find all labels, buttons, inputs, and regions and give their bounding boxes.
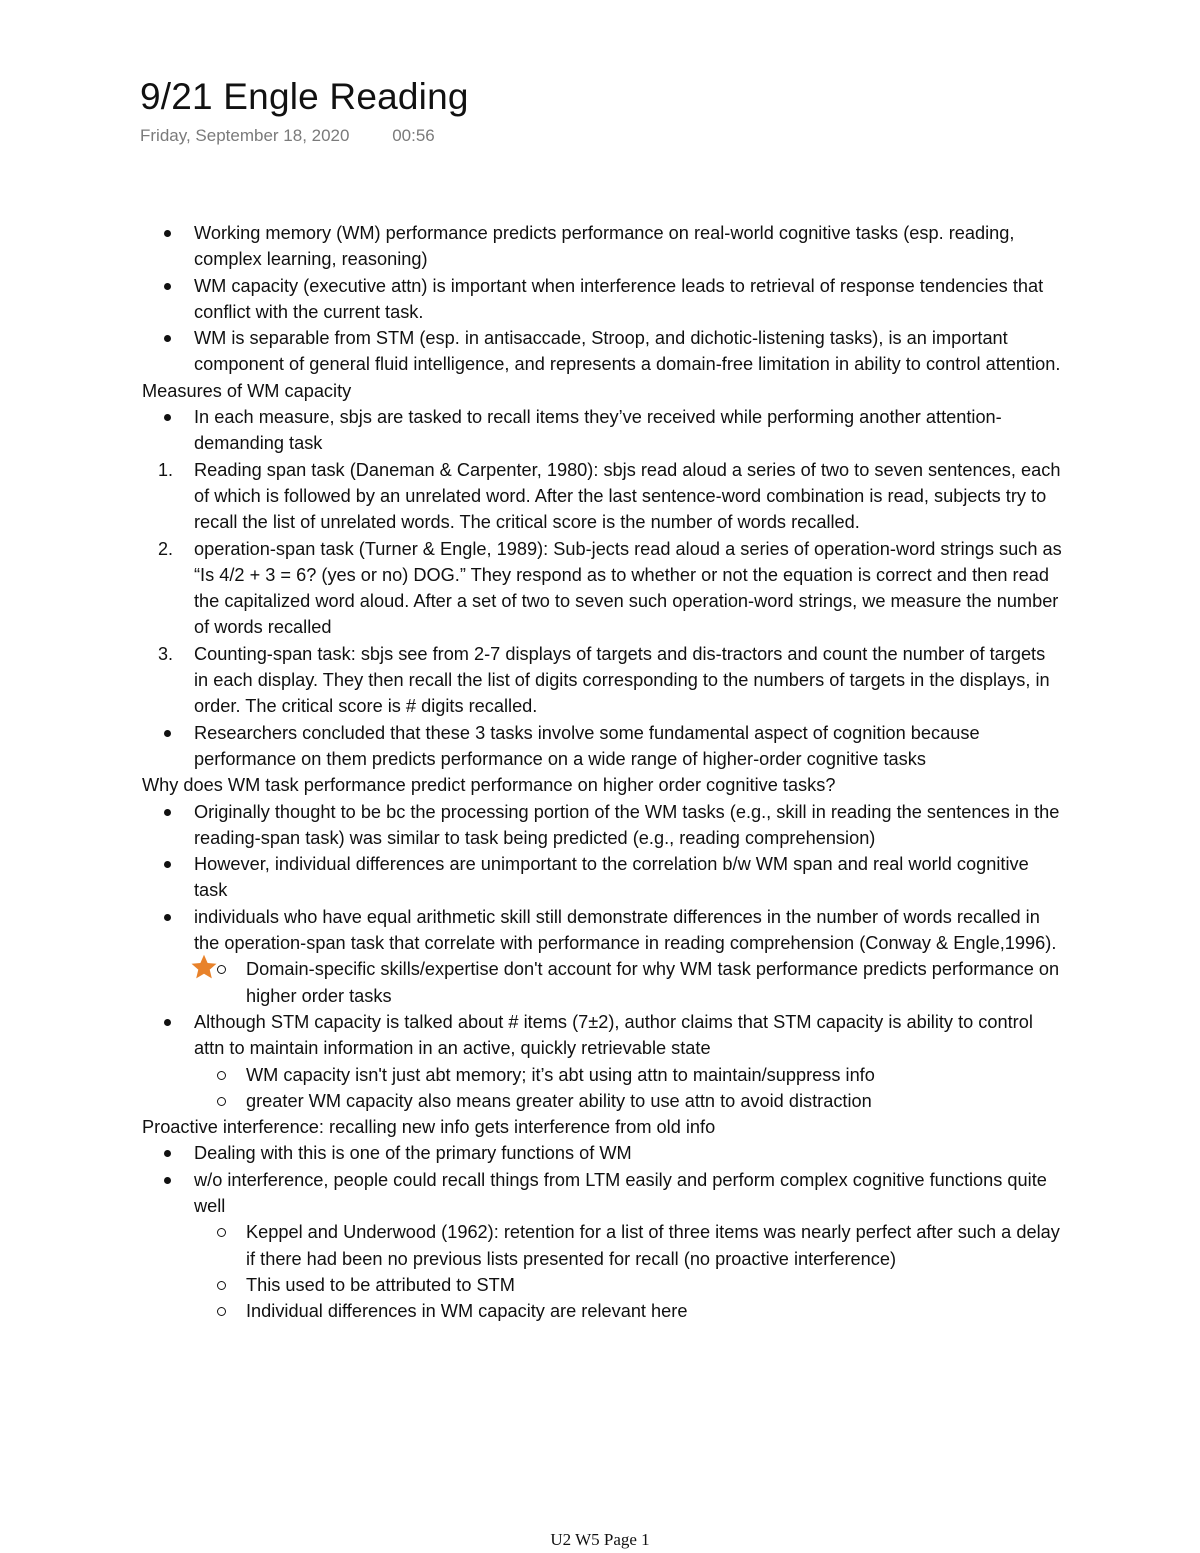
page-meta <box>140 126 435 146</box>
bullet-icon <box>164 904 171 921</box>
list-item-text: Counting-span task: sbjs see from 2-7 displays of targets and dis-tractors and count the number of targets in each display. They then recall the list of digits corresponding to the numbers of targets in the displays, in order. The critical score is # digits recalled. <box>194 643 1050 717</box>
bullet-icon <box>164 851 171 868</box>
page-time: 00:56 <box>392 126 435 145</box>
list-item-text: WM is separable from STM (esp. in antisaccade, Stroop, and dichotic-listening tasks), is an important component of general fluid intelligence, and represents a domain-free limitation in ability to control attention. <box>194 328 1061 375</box>
list-item-text: Dealing with this is one of the primary functions of WM <box>194 1143 632 1164</box>
list-item <box>142 1167 1062 1220</box>
list-number: 1. <box>158 459 174 480</box>
list-item <box>142 904 1062 957</box>
bullet-icon <box>164 220 171 237</box>
section-heading <box>142 1114 1062 1140</box>
hollow-bullet-icon <box>217 1298 226 1316</box>
page-title: 9/21 Engle Reading <box>140 76 469 117</box>
list-item-text: Domain-specific skills/expertise don't account for why WM task performance predicts performance on higher order tasks <box>246 959 1060 1006</box>
sub-list-item <box>142 1219 1062 1272</box>
list-item <box>142 325 1062 378</box>
list-item-text: greater WM capacity also means greater ability to use attn to avoid distraction <box>246 1090 872 1111</box>
list-item-text: w/o interference, people could recall things from LTM easily and perform complex cognitive functions quite well <box>194 1169 1047 1216</box>
numbered-list-item <box>142 536 1062 641</box>
list-item-text: This used to be attributed to STM <box>246 1274 515 1295</box>
list-item-text: individuals who have equal arithmetic skill still demonstrate differences in the number of words recalled in the operation-span task that correlate with performance in reading comprehension (Conway & Engle,1996). <box>194 906 1057 954</box>
bullet-icon <box>164 1009 171 1026</box>
list-item-text: Why does WM task performance predict performance on higher order cognitive tasks? <box>142 775 836 796</box>
note-body <box>142 220 1062 1324</box>
list-item <box>142 1009 1062 1062</box>
section-heading <box>142 378 1062 404</box>
list-number: 3. <box>158 643 174 664</box>
list-item-text: In each measure, sbjs are tasked to recall items they’ve received while performing another attention-demanding task <box>194 407 1002 454</box>
star-icon <box>190 953 218 981</box>
list-item-text: Keppel and Underwood (1962): retention for a list of three items was nearly perfect after such a delay if there had been no previous lists presented for recall (no proactive interference) <box>246 1222 1060 1269</box>
list-item <box>142 851 1062 904</box>
list-item-text: Proactive interference: recalling new info gets interference from old info <box>142 1117 716 1138</box>
list-item-text: Originally thought to be bc the processing portion of the WM tasks (e.g., skill in reading the sentences in the reading-span task) was similar to task being predicted (e.g., reading comprehension) <box>194 801 1060 848</box>
list-item-text: WM capacity (executive attn) is important when interference leads to retrieval of response tendencies that conflict with the current task. <box>194 275 1044 322</box>
bullet-icon <box>164 273 171 290</box>
hollow-bullet-icon <box>217 956 226 974</box>
sub-list-item <box>142 956 1062 1009</box>
list-item-text: However, individual differences are unimportant to the correlation b/w WM span and real world cognitive task <box>194 854 1029 901</box>
list-item-text: WM capacity isn't just abt memory; it’s abt using attn to maintain/suppress info <box>246 1064 875 1085</box>
hollow-bullet-icon <box>217 1088 226 1106</box>
list-item <box>142 799 1062 852</box>
sub-list-item <box>142 1272 1062 1298</box>
list-item-text: operation-span task (Turner & Engle, 1989): Sub-jects read aloud a series of operation-word strings such as “Is 4/2 + 3 = 6? (yes or no) DOG.” They respond as to whether or not the equation is correct and then read the capitalized word aloud. After a set of two to seven such operation-word strings, we measure the number of words recalled <box>194 538 1062 638</box>
list-item <box>142 404 1062 457</box>
list-item-text: Although STM capacity is talked about # items (7±2), author claims that STM capacity is ability to control attn to maintain information in an active, quickly retrievable state <box>194 1011 1033 1059</box>
list-item-text: Researchers concluded that these 3 tasks involve some fundamental aspect of cognition because performance on them predicts performance on a wide range of higher-order cognitive tasks <box>194 722 980 769</box>
hollow-bullet-icon <box>217 1062 226 1080</box>
bullet-icon <box>164 404 171 421</box>
sub-list-item <box>142 1062 1062 1088</box>
bullet-icon <box>164 1167 171 1184</box>
bullet-icon <box>164 799 171 816</box>
bullet-icon <box>164 1140 171 1157</box>
list-item <box>142 1140 1062 1166</box>
numbered-list-item <box>142 457 1062 536</box>
list-item-text: Reading span task (Daneman & Carpenter, 1980): sbjs read aloud a series of two to seven sentences, each of which is followed by an unrelated word. After the last sentence-word combination is read, subjects try to recall the list of unrelated words. The critical score is the number of words recalled. <box>194 459 1061 533</box>
sub-list-item <box>142 1298 1062 1324</box>
list-item-text: Working memory (WM) performance predicts performance on real-world cognitive tasks (esp. reading, complex learning, reasoning) <box>194 223 1015 270</box>
bullet-icon <box>164 325 171 342</box>
list-item <box>142 273 1062 326</box>
sub-list-item <box>142 1088 1062 1114</box>
page-date: Friday, September 18, 2020 <box>140 126 350 145</box>
section-heading <box>142 772 1062 798</box>
list-item-text: Measures of WM capacity <box>142 380 352 401</box>
numbered-list-item <box>142 641 1062 720</box>
list-number: 2. <box>158 538 174 559</box>
page-footer: U2 W5 Page 1 <box>550 1530 650 1549</box>
hollow-bullet-icon <box>217 1219 226 1237</box>
list-item <box>142 720 1062 773</box>
bullet-icon <box>164 720 171 737</box>
list-item-text: Individual differences in WM capacity are relevant here <box>246 1301 688 1322</box>
list-item <box>142 220 1062 273</box>
hollow-bullet-icon <box>217 1272 226 1290</box>
